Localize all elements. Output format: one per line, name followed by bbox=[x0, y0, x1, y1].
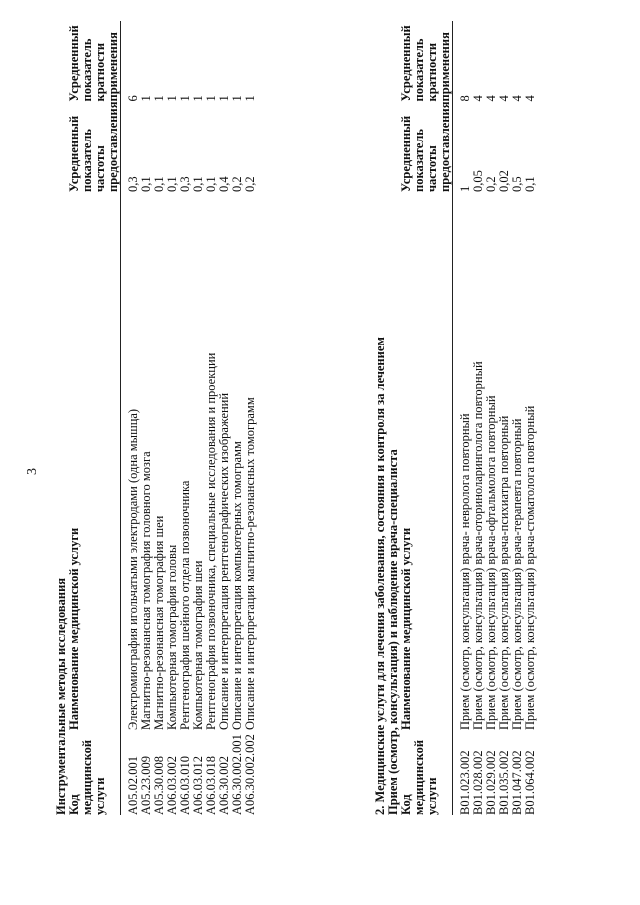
row-multiplicity: 4 bbox=[510, 95, 524, 102]
row-frequency: 0,1 bbox=[204, 176, 218, 192]
row-frequency: 0,3 bbox=[126, 176, 140, 192]
section-treatment-services bbox=[374, 15, 537, 815]
row-name: Прием (осмотр, консультация) врача-терапевта повторный bbox=[510, 418, 524, 730]
row-multiplicity: 1 bbox=[178, 95, 192, 102]
row-frequency: 0,1 bbox=[152, 176, 166, 192]
row-multiplicity: 6 bbox=[126, 95, 140, 102]
row-frequency: 0,2 bbox=[243, 176, 257, 192]
row-name: Компьютерная томография шеи bbox=[191, 560, 205, 730]
row-name: Рентгенография шейного отдела позвоночника bbox=[178, 480, 192, 730]
row-code: B01.028.002 bbox=[471, 750, 485, 815]
row-code: A06.03.010 bbox=[178, 755, 192, 815]
table-header-row bbox=[400, 21, 453, 815]
row-frequency: 1 bbox=[458, 185, 472, 192]
row-multiplicity: 1 bbox=[139, 95, 153, 102]
row-multiplicity: 1 bbox=[217, 95, 231, 102]
row-code: A06.30.002.002 bbox=[243, 734, 257, 815]
row-code: B01.029.002 bbox=[484, 750, 498, 815]
table-row bbox=[524, 21, 537, 815]
row-multiplicity: 8 bbox=[458, 95, 472, 102]
row-name: Описание и интерпретация компьютерных томограмм bbox=[230, 441, 244, 730]
row-multiplicity: 4 bbox=[523, 95, 537, 102]
row-frequency: 0,3 bbox=[178, 176, 192, 192]
row-name: Прием (осмотр, консультация) врача- невролога повторный bbox=[458, 413, 472, 730]
instrumental-methods-table bbox=[68, 21, 257, 815]
row-frequency: 0,4 bbox=[217, 176, 231, 192]
header-code: Код медицинской услуги bbox=[400, 730, 453, 815]
row-code: A06.30.002.001 bbox=[230, 734, 244, 815]
row-name: Прием (осмотр, консультация) врача-психиатра повторный bbox=[497, 415, 511, 730]
row-code: B01.064.002 bbox=[523, 750, 537, 815]
row-multiplicity: 4 bbox=[497, 95, 511, 102]
section2-title: 2. Медицинские услуги для лечения заболевания, состояния и контроля за лечением bbox=[373, 337, 387, 815]
row-name: Прием (осмотр, консультация) врача-оториноларинголога повторный bbox=[471, 361, 485, 730]
row-code: A05.02.001 bbox=[126, 755, 140, 815]
table-row bbox=[244, 21, 257, 815]
section1-title: Инструментальные методы исследования bbox=[54, 577, 68, 815]
row-frequency: 0,5 bbox=[510, 176, 524, 192]
row-code: B01.047.002 bbox=[510, 750, 524, 815]
header-name: Наименование медицинской услуги bbox=[68, 192, 121, 730]
row-name: Компьютерная томография головы bbox=[165, 544, 179, 730]
row-multiplicity: 1 bbox=[243, 95, 257, 102]
header-frequency: Усредненный показатель частоты предоставления bbox=[399, 101, 452, 192]
row-code: A06.30.002 bbox=[217, 755, 231, 815]
row-name: Описание и интерпретация рентгенографических изображений bbox=[217, 392, 231, 730]
row-frequency: 0,1 bbox=[165, 176, 179, 192]
section-instrumental-methods bbox=[55, 15, 257, 815]
row-code: A06.03.012 bbox=[191, 755, 205, 815]
table-header-row bbox=[68, 21, 121, 815]
row-code: A05.30.008 bbox=[152, 755, 166, 815]
row-code: B01.035.002 bbox=[497, 750, 511, 815]
row-name: Магнитно-резонансная томография головного мозга bbox=[139, 451, 153, 730]
row-name: Электромиография игольчатыми электродами (одна мышца) bbox=[126, 408, 140, 730]
row-frequency: 0,05 bbox=[471, 170, 485, 192]
row-frequency: 0,1 bbox=[191, 176, 205, 192]
header-name: Наименование медицинской услуги bbox=[400, 192, 453, 730]
row-multiplicity: 1 bbox=[165, 95, 179, 102]
row-frequency: 0,2 bbox=[484, 176, 498, 192]
header-code: Код медицинской услуги bbox=[68, 730, 121, 815]
row-multiplicity: 1 bbox=[191, 95, 205, 102]
header-multiplicity: Усредненный показатель кратности применения bbox=[68, 21, 121, 101]
row-frequency: 0,1 bbox=[139, 176, 153, 192]
row-multiplicity: 1 bbox=[230, 95, 244, 102]
row-multiplicity: 1 bbox=[152, 95, 166, 102]
treatment-services-table bbox=[400, 21, 537, 815]
section2-subtitle: Прием (осмотр, консультация) и наблюдение врача-специалиста bbox=[386, 449, 400, 815]
row-name: Магнитно-резонансная томография шеи bbox=[152, 515, 166, 730]
row-frequency: 0,02 bbox=[497, 170, 511, 192]
row-code: A06.03.018 bbox=[204, 755, 218, 815]
header-multiplicity: Усредненный показатель кратности применения bbox=[400, 21, 453, 101]
row-multiplicity: 4 bbox=[471, 95, 485, 102]
row-code: A05.23.009 bbox=[139, 755, 153, 815]
row-frequency: 0,1 bbox=[523, 176, 537, 192]
header-frequency: Усредненный показатель частоты предоставления bbox=[67, 101, 120, 192]
row-frequency: 0,2 bbox=[230, 176, 244, 192]
row-code: B01.023.002 bbox=[458, 750, 472, 815]
row-name: Рентгенография позвоночника, специальные исследования и проекции bbox=[204, 352, 218, 730]
row-multiplicity: 4 bbox=[484, 95, 498, 102]
row-code: A06.03.002 bbox=[165, 755, 179, 815]
row-name: Описание и интерпретация магнитно-резонансных томограмм bbox=[243, 397, 257, 730]
row-name: Прием (осмотр, консультация) врача-стоматолога повторный bbox=[523, 405, 537, 730]
row-name: Прием (осмотр, консультация) врача-офтальмолога повторный bbox=[484, 395, 498, 730]
page-number: 3 bbox=[25, 468, 40, 475]
row-multiplicity: 1 bbox=[204, 95, 218, 102]
